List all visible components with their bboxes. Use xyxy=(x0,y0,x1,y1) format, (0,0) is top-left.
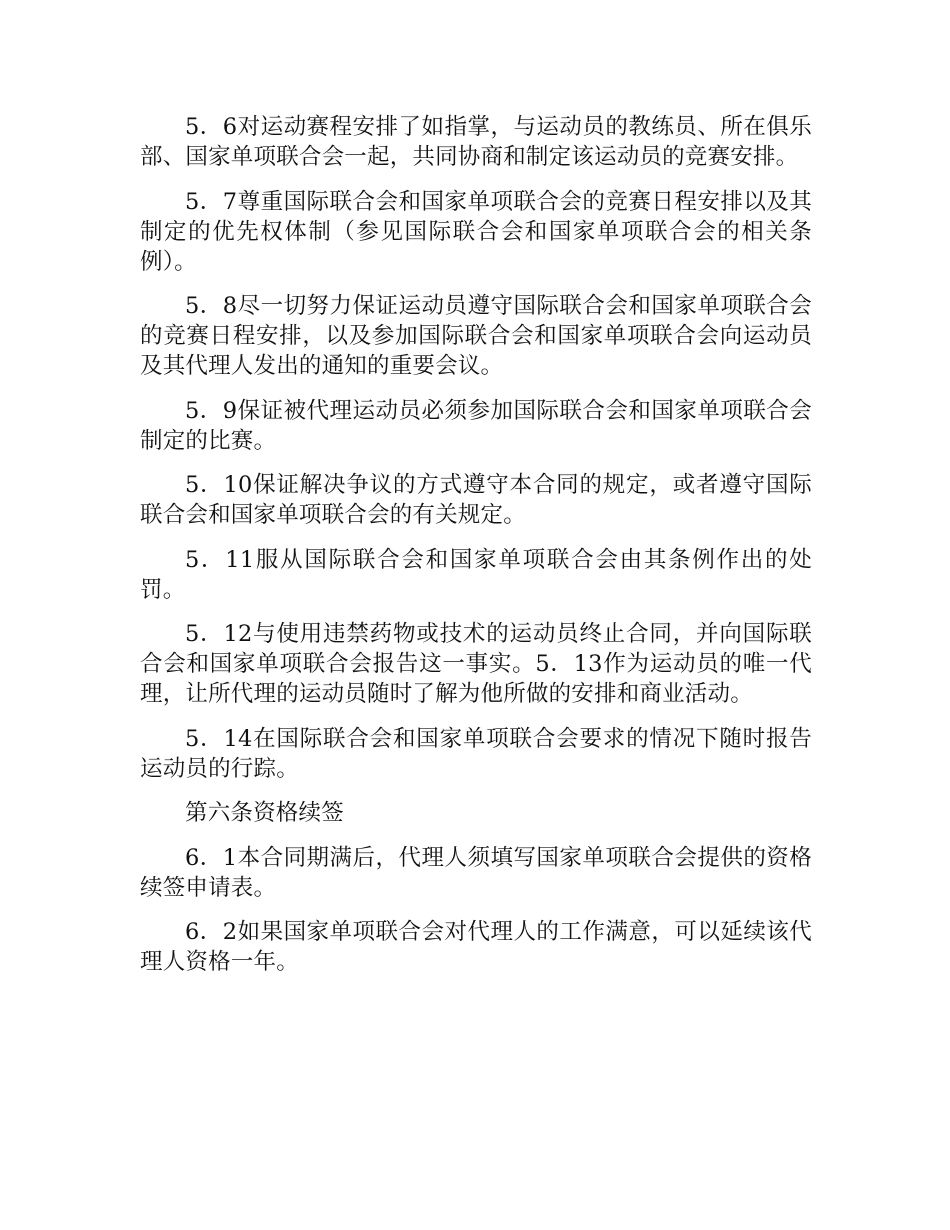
clause-5-11: 5．11服从国际联合会和国家单项联合会由其条例作出的处罚。 xyxy=(140,546,812,603)
clause-6-1: 6．1本合同期满后，代理人须填写国家单项联合会提供的资格续签申请表。 xyxy=(140,844,812,901)
clause-5-10: 5．10保证解决争议的方式遵守本合同的规定，或者遵守国际联合会和国家单项联合会的有关规定。 xyxy=(140,472,812,528)
section-heading-6: 第六条资格续签 xyxy=(185,800,344,826)
clause-5-7: 5．7尊重国际联合会和国家单项联合会的竞赛日程安排以及其制定的优先权体制（参见国际联合会和国家单项联合会的相关条例）。 xyxy=(140,188,812,275)
clause-5-9: 5．9保证被代理运动员必须参加国际联合会和国家单项联合会制定的比赛。 xyxy=(140,397,812,454)
clause-5-6: 5．6对运动赛程安排了如指掌，与运动员的教练员、所在俱乐部、国家单项联合会一起，共同协商和制定该运动员的竞赛安排。 xyxy=(140,114,812,170)
clause-5-12-13: 5．12与使用违禁药物或技术的运动员终止合同，并向国际联合会和国家单项联合会报告这一事实。5．13作为运动员的唯一代理，让所代理的运动员随时了解为他所做的安排和商业活动。 xyxy=(140,621,812,707)
document-body xyxy=(140,112,812,992)
clause-5-8: 5．8尽一切努力保证运动员遵守国际联合会和国家单项联合会的竞赛日程安排，以及参加国际联合会和国家单项联合会向运动员及其代理人发出的通知的重要会议。 xyxy=(140,293,812,379)
clause-6-2: 6．2如果国家单项联合会对代理人的工作满意，可以延续该代理人资格一年。 xyxy=(140,919,812,975)
clause-5-14: 5．14在国际联合会和国家单项联合会要求的情况下随时报告运动员的行踪。 xyxy=(140,725,812,782)
